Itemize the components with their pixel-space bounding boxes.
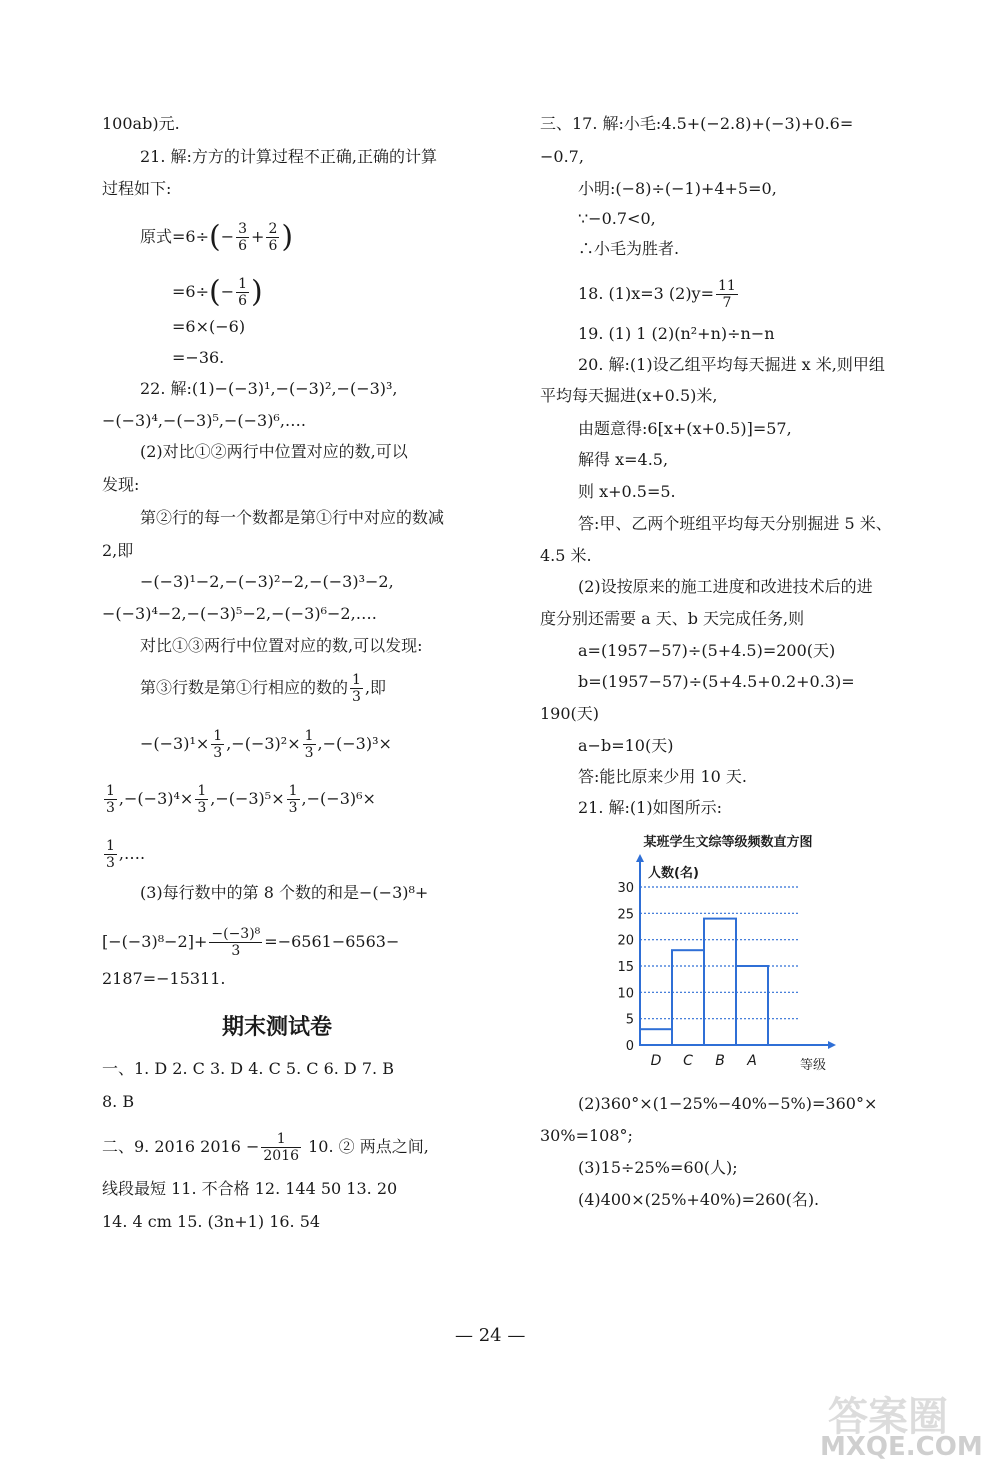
right-line-23: (2)360°×(1−25%−40%−5%)=360°×	[578, 1094, 878, 1113]
q22-line-6: 2,即	[102, 541, 134, 560]
bar-C	[672, 950, 704, 1045]
right-line-2: −0.7,	[540, 147, 584, 166]
q22-line-5: 第②行的每一个数都是第①行中对应的数减	[140, 508, 445, 527]
q22-line-7: −(−3)¹−2,−(−3)²−2,−(−3)³−2,	[140, 572, 394, 591]
q22-line-10: 第③行数是第①行相应的数的 $\frac{1}{3}$ ,即	[140, 672, 387, 705]
chart-ylabel: 人数(名)	[648, 866, 699, 881]
right-line-22: 21. 解:(1)如图所示:	[578, 798, 722, 817]
right-line-18: b=(1957−57)÷(5+4.5+0.2+0.3)=	[578, 672, 855, 691]
x-tick-label: A	[747, 1053, 757, 1069]
bar-D	[640, 1029, 672, 1045]
q22-line-9: 对比①③两行中位置对应的数,可以发现:	[140, 636, 423, 655]
q22-line-1: 22. 解:(1)−(−3)¹,−(−3)²,−(−3)³,	[140, 379, 398, 398]
right-line-26: (4)400×(25%+40%)=260(名).	[578, 1190, 820, 1209]
right-line-11: 解得 x=4.5,	[578, 450, 669, 469]
chart-xlabel: 等级	[800, 1058, 827, 1073]
sec2-line-2: 线段最短 11. 不合格 12. 144 50 13. 20	[102, 1179, 398, 1198]
y-tick-label: 5	[625, 1012, 634, 1028]
histogram-chart	[600, 826, 860, 1076]
x-axis-arrow	[828, 1041, 836, 1049]
q22-line-2: −(−3)⁴,−(−3)⁵,−(−3)⁶,….	[102, 411, 307, 430]
sec1-line-2: 8. B	[102, 1092, 135, 1111]
q22-line-15: [−(−3)⁸−2]+ $\frac{\text{−(−3)⁸}}{3}$ =−6561−6563−	[102, 926, 400, 959]
q21-head: 21. 解:方方的计算过程不正确,正确的计算	[140, 147, 438, 166]
bar-B	[704, 919, 736, 1045]
q22-line-3: (2)对比①②两行中位置对应的数,可以	[140, 442, 408, 461]
q22-line-14: (3)每行数中的第 8 个数的和是−(−3)⁸+	[140, 883, 429, 902]
left-line-1: 100ab)元.	[102, 114, 180, 133]
q22-line-4: 发现:	[102, 475, 140, 494]
q22-line-8: −(−3)⁴−2,−(−3)⁵−2,−(−3)⁶−2,….	[102, 604, 377, 623]
x-tick-label: B	[715, 1053, 725, 1069]
right-line-4: ∵−0.7<0,	[578, 209, 656, 228]
right-line-16: 度分别还需要 a 天、b 天完成任务,则	[540, 609, 805, 628]
q21-eq3: =6×(−6)	[172, 317, 246, 336]
y-tick-label: 15	[617, 960, 634, 975]
watermark-logo: 答案圈	[828, 1394, 948, 1440]
q21-eq1: 原式=6÷(− $\frac{3}{6}$ + $\frac{2}{6}$ )	[140, 219, 294, 255]
right-line-5: ∴小毛为胜者.	[578, 239, 680, 258]
q22-line-12: $\frac{1}{3}$ ,−(−3)⁴× $\frac{1}{3}$ ,−(−3)⁵× $\frac{1}{3}$ ,−(−3)⁶×	[106, 783, 376, 816]
right-line-13: 答:甲、乙两个班组平均每天分别掘进 5 米、	[578, 514, 892, 533]
right-line-9: 平均每天掘进(x+0.5)米,	[540, 386, 718, 405]
right-line-3: 小明:(−8)÷(−1)+4+5=0,	[578, 179, 777, 198]
section-title: 期末测试卷	[222, 1015, 333, 1040]
q22-line-16: 2187=−15311.	[102, 969, 226, 988]
right-line-8: 20. 解:(1)设乙组平均每天掘进 x 米,则甲组	[578, 355, 885, 374]
q21-sub: 过程如下:	[102, 179, 172, 198]
right-line-17: a=(1957−57)÷(5+4.5)=200(天)	[578, 641, 836, 660]
bar-A	[736, 966, 768, 1045]
sec2-line-1: 二、9. 2016 2016 − $\frac{1}{2016}$ 10. ② 两点之间,	[102, 1131, 429, 1164]
right-line-19: 190(天)	[540, 704, 600, 723]
right-line-10: 由题意得:6[x+(x+0.5)]=57,	[578, 419, 792, 438]
y-tick-label: 20	[617, 933, 634, 949]
q22-line-11: −(−3)¹× $\frac{1}{3}$ ,−(−3)²× $\frac{1}{3}$ ,−(−3)³×	[140, 728, 392, 761]
sec1-line-1: 一、1. D 2. C 3. D 4. C 5. C 6. D 7. B	[102, 1059, 394, 1078]
q21-eq4: =−36.	[172, 348, 225, 367]
y-tick-label: 30	[617, 881, 634, 896]
right-line-12: 则 x+0.5=5.	[578, 482, 676, 501]
q22-line-13: $\frac{1}{3}$ ,….	[106, 838, 146, 871]
x-tick-label: C	[683, 1053, 693, 1069]
y-tick-label: 25	[617, 907, 634, 923]
y-tick-label: 10	[617, 986, 634, 1002]
sec2-line-3: 14. 4 cm 15. (3n+1) 16. 54	[102, 1212, 321, 1231]
right-line-7: 19. (1) 1 (2)(n²+n)÷n−n	[578, 324, 775, 343]
y-axis-arrow	[636, 854, 644, 862]
x-tick-label: D	[650, 1053, 662, 1069]
y-tick-label: 0	[625, 1039, 634, 1054]
right-line-20: a−b=10(天)	[578, 736, 674, 755]
chart-title: 某班学生文综等级频数直方图	[643, 835, 813, 850]
watermark-url: MXQE.COM	[820, 1432, 983, 1462]
right-line-15: (2)设按原来的施工进度和改进技术后的进	[578, 577, 873, 596]
right-line-21: 答:能比原来少用 10 天.	[578, 767, 748, 786]
right-line-24: 30%=108°;	[540, 1126, 633, 1145]
right-line-1: 三、17. 解:小毛:4.5+(−2.8)+(−3)+0.6=	[540, 114, 854, 133]
right-line-6: 18. (1)x=3 (2)y= $\frac{11}{7}$	[578, 278, 736, 311]
right-line-25: (3)15÷25%=60(人);	[578, 1158, 738, 1177]
q21-eq2: =6÷(− $\frac{1}{6}$ )	[172, 274, 263, 310]
page-number: — 24 —	[455, 1325, 526, 1346]
right-line-14: 4.5 米.	[540, 546, 592, 565]
